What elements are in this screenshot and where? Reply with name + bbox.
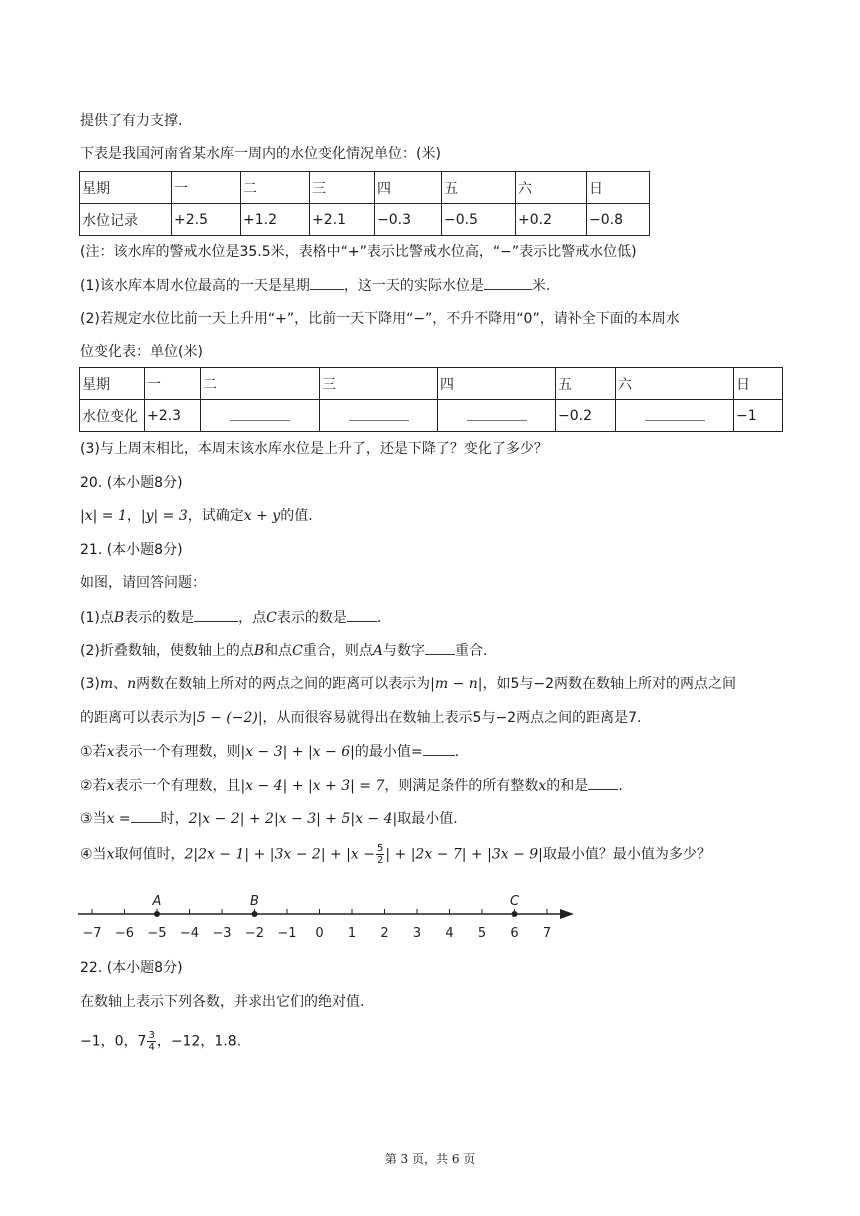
text-span: 取最小值. (397, 811, 458, 827)
table-cell: −0.8 (587, 204, 650, 236)
text-span: ，试确定 (187, 508, 244, 524)
point-label: B (250, 894, 259, 909)
problem-22-numbers (80, 1030, 241, 1053)
text-span: ②若 (80, 778, 107, 794)
table-header-cell: 二 (241, 172, 310, 204)
text-span: 取最小值？最小值为多少？ (542, 846, 711, 863)
text-span: 、 (113, 676, 128, 692)
tick-label: −5 (147, 926, 167, 941)
answer-blank[interactable] (230, 410, 290, 421)
fraction-denominator: 2 (376, 855, 384, 866)
table-header-cell: 三 (310, 172, 375, 204)
note-text: (注：该水库的警戒水位是35.5米，表格中“+”表示比警戒水位高，“−”表示比警戒水位低) (80, 244, 637, 260)
tick-label: −2 (244, 926, 265, 941)
table-row-label: 水位记录 (80, 204, 172, 236)
question-1 (80, 275, 550, 296)
table-blank-cell[interactable] (438, 400, 556, 432)
math-expression: |x − 3| + |x − 6| (240, 744, 355, 760)
q1-text: ，这一天的实际水位是 (343, 278, 484, 294)
table-blank-cell[interactable] (320, 400, 438, 432)
water-change-table (79, 367, 783, 432)
question-2-line1: (2)若规定水位比前一天上升用“+”，比前一天下降用“−”，不升不降用“0”，请补全下面的本周水 (80, 311, 680, 327)
table-cell: −1 (734, 400, 783, 432)
text-span: 与数字 (382, 643, 425, 659)
sub-question-3 (80, 808, 458, 829)
math-expression: x = (106, 811, 131, 827)
problem-20-text (80, 506, 313, 526)
tick-label: −1 (277, 926, 297, 941)
text-span: 重合. (454, 643, 488, 659)
text-span: ①若 (80, 744, 107, 760)
fraction-numerator: 3 (148, 1030, 155, 1041)
math-variable: C (292, 643, 303, 659)
math-expression: 2|x − 2| + 2|x − 3| + 5|x − 4| (188, 811, 398, 827)
point-label: C (509, 894, 520, 909)
point-marker (512, 911, 518, 917)
math-expression: |5 − (−2)| (192, 710, 263, 726)
fraction (147, 1030, 155, 1053)
math-expression: 2|2x − 1| + |3x − 2| + |x − (184, 846, 375, 863)
tick-label: −4 (179, 926, 200, 941)
table-header-cell: 星期 (80, 368, 145, 400)
answer-blank[interactable] (131, 808, 161, 823)
table-blank-cell[interactable] (616, 400, 734, 432)
text-span: (3) (80, 676, 100, 692)
math-variable: x (106, 846, 115, 863)
text-span: 表示一个有理数，则 (114, 744, 241, 760)
question-3: (3)与上周末相比，本周末该水库水位是上升了，还是下降了？变化了多少？ (80, 441, 548, 457)
arrow-head-icon (560, 909, 574, 919)
table-header-cell: 一 (145, 368, 201, 400)
table-cell: +0.2 (516, 204, 587, 236)
fraction-denominator: 4 (148, 1042, 155, 1053)
tick-label: 6 (510, 926, 519, 941)
problem-21-q1 (80, 607, 381, 628)
math-variable: n (127, 676, 137, 692)
text-span: 和点 (264, 643, 293, 659)
math-variable: B (253, 643, 265, 659)
math-variable: x (106, 778, 115, 794)
answer-blank[interactable] (484, 275, 532, 290)
math-variable: x (106, 744, 115, 760)
math-variable: C (266, 610, 277, 626)
answer-blank[interactable] (310, 275, 344, 290)
problem-22-text: 在数轴上表示下列各数，并求出它们的绝对值. (80, 994, 365, 1010)
table-row (80, 204, 650, 236)
fraction (376, 843, 384, 866)
math-expression: |m − n| (430, 676, 483, 692)
problem-21-q3-line1 (80, 674, 736, 694)
text-span: 的最小值= (354, 744, 423, 760)
table-header-cell: 四 (375, 172, 442, 204)
answer-blank[interactable] (349, 410, 409, 421)
tick-label: 1 (347, 926, 357, 941)
text-span: 的值. (280, 508, 313, 524)
answer-blank[interactable] (347, 607, 377, 622)
tick-label: 4 (445, 926, 454, 941)
tick-label: 7 (542, 926, 552, 941)
table-header-cell: 六 (616, 368, 734, 400)
text-span: ，从而很容易就得出在数轴上表示5与−2两点之间的距离是7. (262, 710, 642, 726)
table-cell: +1.2 (241, 204, 310, 236)
table-blank-cell[interactable] (201, 400, 320, 432)
tick-label: 3 (412, 926, 422, 941)
problem-21-q3-line2 (80, 708, 641, 728)
page-footer: 第 3 页，共 6 页 (384, 1152, 476, 1166)
intro-text: 提供了有力支撑. (80, 113, 183, 129)
question-2-line2: 位变化表：单位(米) (80, 344, 203, 360)
text-span: (1)点 (80, 610, 114, 626)
tick-label: −3 (212, 926, 232, 941)
math-expression: | + |2x − 7| + |3x − 9| (385, 846, 543, 863)
text-span: 取何值时， (114, 846, 185, 863)
table-header-cell: 日 (587, 172, 650, 204)
table-cell: +2.1 (310, 204, 375, 236)
text-span: ③当 (80, 811, 107, 827)
problem-20-title: 20. (本小题8分) (80, 475, 183, 491)
text-span: ，如5与−2两数在数轴上所对的两点之间 (482, 676, 737, 692)
sub-question-1 (80, 741, 459, 762)
text-span: . (376, 610, 382, 626)
table-row (80, 400, 783, 432)
text-span: . (618, 778, 623, 794)
q1-text: (1)该水库本周水位最高的一天是星期 (80, 278, 310, 294)
text-span: . (454, 744, 460, 760)
tick-label: 5 (477, 926, 487, 941)
text-span: 的和是 (546, 778, 589, 794)
text-span: 表示的数是 (276, 610, 347, 626)
table-header-cell: 五 (556, 368, 616, 400)
point-label: A (152, 894, 162, 909)
math-expression: |x − 4| + |x + 3| = 7 (240, 778, 385, 794)
tick-label: −7 (82, 926, 102, 941)
water-level-table (79, 171, 650, 236)
answer-blank[interactable] (194, 607, 238, 622)
problem-21-intro: 如图，请回答问题： (80, 575, 206, 591)
table-cell: −0.2 (556, 400, 616, 432)
text-span: ④当 (80, 846, 107, 863)
text-span: ，点 (238, 610, 267, 626)
table-header-cell: 五 (442, 172, 516, 204)
math-expression: |y| = 3 (140, 508, 188, 524)
text-span: 表示一个有理数，且 (114, 778, 241, 794)
text-span: 两数在数轴上所对的两点之间的距离可以表示为 (136, 676, 431, 692)
table-header-cell: 四 (438, 368, 556, 400)
math-expression: x + y (243, 508, 281, 524)
math-variable: x (538, 778, 547, 794)
table-header-cell: 六 (516, 172, 587, 204)
number-line (70, 888, 590, 944)
text-span: ， (126, 508, 141, 524)
text-span: 时， (160, 811, 189, 827)
tick-label: −6 (114, 926, 135, 941)
table-header-cell: 二 (201, 368, 320, 400)
point-marker (252, 911, 258, 917)
text-span: ，−12，1.8. (156, 1033, 242, 1050)
text-span: 表示的数是 (124, 610, 195, 626)
text-span: (2)折叠数轴，使数轴上的点 (80, 643, 254, 659)
problem-21-title: 21. (本小题8分) (80, 542, 183, 558)
answer-blank[interactable] (425, 640, 455, 655)
table-row (80, 368, 783, 400)
table1-caption: 下表是我国河南省某水库一周内的水位变化情况单位：(米) (80, 146, 441, 162)
table-header-cell: 三 (320, 368, 438, 400)
fraction-numerator: 5 (376, 843, 384, 854)
tick-label: 0 (315, 926, 324, 941)
q1-text: 米. (531, 278, 551, 294)
table-row (80, 172, 650, 204)
table-header-cell: 日 (734, 368, 783, 400)
answer-blank[interactable] (467, 410, 527, 421)
answer-blank[interactable] (588, 775, 618, 790)
table-cell: −0.3 (375, 204, 442, 236)
table-cell: +2.3 (145, 400, 201, 432)
table-row-label: 水位变化 (80, 400, 145, 432)
point-marker (154, 911, 160, 917)
math-expression: |x| = 1 (80, 508, 127, 524)
text-span: 重合，则点 (302, 643, 373, 659)
math-variable: B (113, 610, 125, 626)
table-cell: +2.5 (172, 204, 241, 236)
problem-22-title: 22. (本小题8分) (80, 960, 183, 976)
problem-21-q2 (80, 640, 487, 661)
sub-question-4 (80, 843, 711, 866)
math-variable: A (372, 643, 383, 659)
text-span: ，则满足条件的所有整数 (384, 778, 539, 794)
answer-blank[interactable] (645, 410, 705, 421)
math-variable: m (99, 676, 114, 692)
text-span: −1，0，7 (80, 1033, 147, 1050)
table-header-cell: 一 (172, 172, 241, 204)
table-cell: −0.5 (442, 204, 516, 236)
answer-blank[interactable] (423, 741, 455, 756)
text-span: 的距离可以表示为 (80, 710, 192, 726)
tick-label: 2 (380, 926, 389, 941)
table-header-cell: 星期 (80, 172, 172, 204)
sub-question-2 (80, 775, 623, 796)
